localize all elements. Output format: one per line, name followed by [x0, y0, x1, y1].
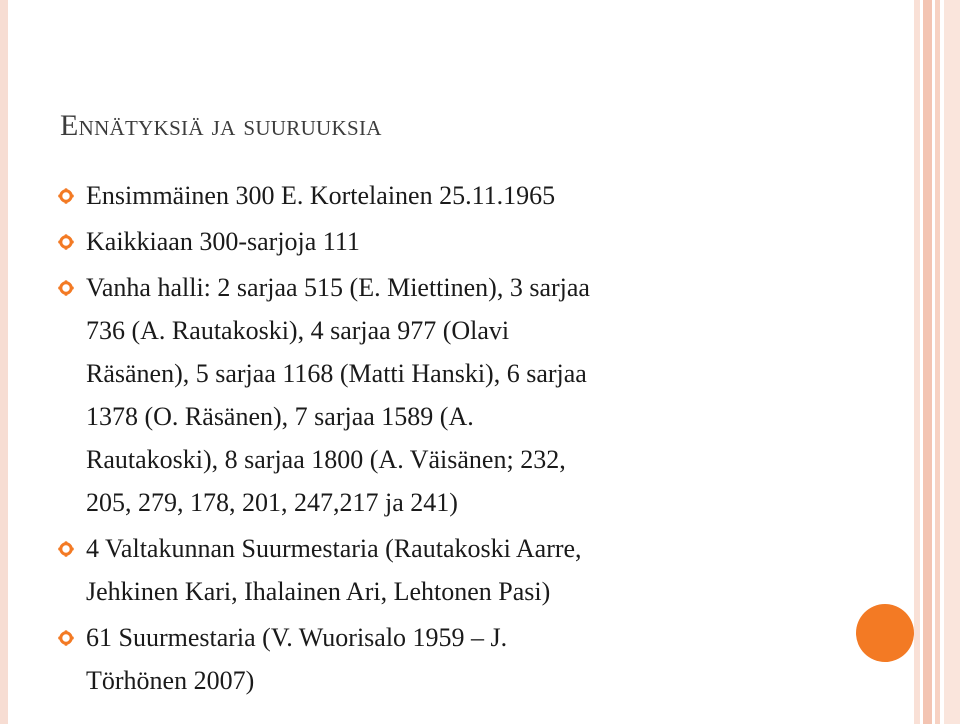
bullet-line: 1378 (O. Räsänen), 7 sarjaa 1589 (A. — [86, 402, 474, 431]
slide-title: Ennätyksiä ja suuruuksia — [60, 109, 382, 142]
gear-ring-icon — [58, 220, 86, 263]
stripe — [923, 0, 932, 724]
gear-ring-icon — [58, 266, 86, 309]
gear-ring-icon — [58, 616, 86, 659]
gear-ring-icon — [58, 527, 86, 570]
bullet-list — [58, 174, 838, 702]
bullet-line: Vanha halli: 2 sarjaa 515 (E. Miettinen), 3 sarjaa — [86, 273, 590, 302]
bullet-item — [58, 174, 838, 217]
bullet-line: 736 (A. Rautakoski), 4 sarjaa 977 (Olavi — [86, 316, 510, 345]
bullet-line: 61 Suurmestaria (V. Wuorisalo 1959 – J. — [86, 623, 508, 652]
bullet-line: Ensimmäinen 300 E. Kortelainen 25.11.1965 — [86, 181, 556, 210]
bullet-text — [86, 616, 507, 702]
bullet-line: Räsänen), 5 sarjaa 1168 (Matti Hanski), 6 sarjaa — [86, 359, 587, 388]
bullet-text — [86, 266, 590, 524]
bullet-line: Kaikkiaan 300-sarjoja 111 — [86, 227, 360, 256]
bullet-text — [86, 220, 360, 263]
bullet-text — [86, 527, 582, 613]
bullet-line: Törhönen 2007) — [86, 666, 255, 695]
bullet-line: Rautakoski), 8 sarjaa 1800 (A. Väisänen; 232, — [86, 445, 566, 474]
bullet-line: Jehkinen Kari, Ihalainen Ari, Lehtonen Pasi) — [86, 577, 551, 606]
stripe — [944, 0, 960, 724]
bullet-line: 4 Valtakunnan Suurmestaria (Rautakoski Aarre, — [86, 534, 582, 563]
bullet-text — [86, 174, 555, 217]
bullet-item — [58, 527, 838, 613]
gear-ring-icon — [58, 174, 86, 217]
bullet-line: 205, 279, 178, 201, 247,217 ja 241) — [86, 488, 458, 517]
bullet-item — [58, 266, 838, 524]
bullet-item — [58, 616, 838, 702]
decorative-circle — [856, 604, 914, 662]
left-border — [0, 0, 8, 724]
bullet-item — [58, 220, 838, 263]
right-stripe-decoration — [914, 0, 960, 724]
